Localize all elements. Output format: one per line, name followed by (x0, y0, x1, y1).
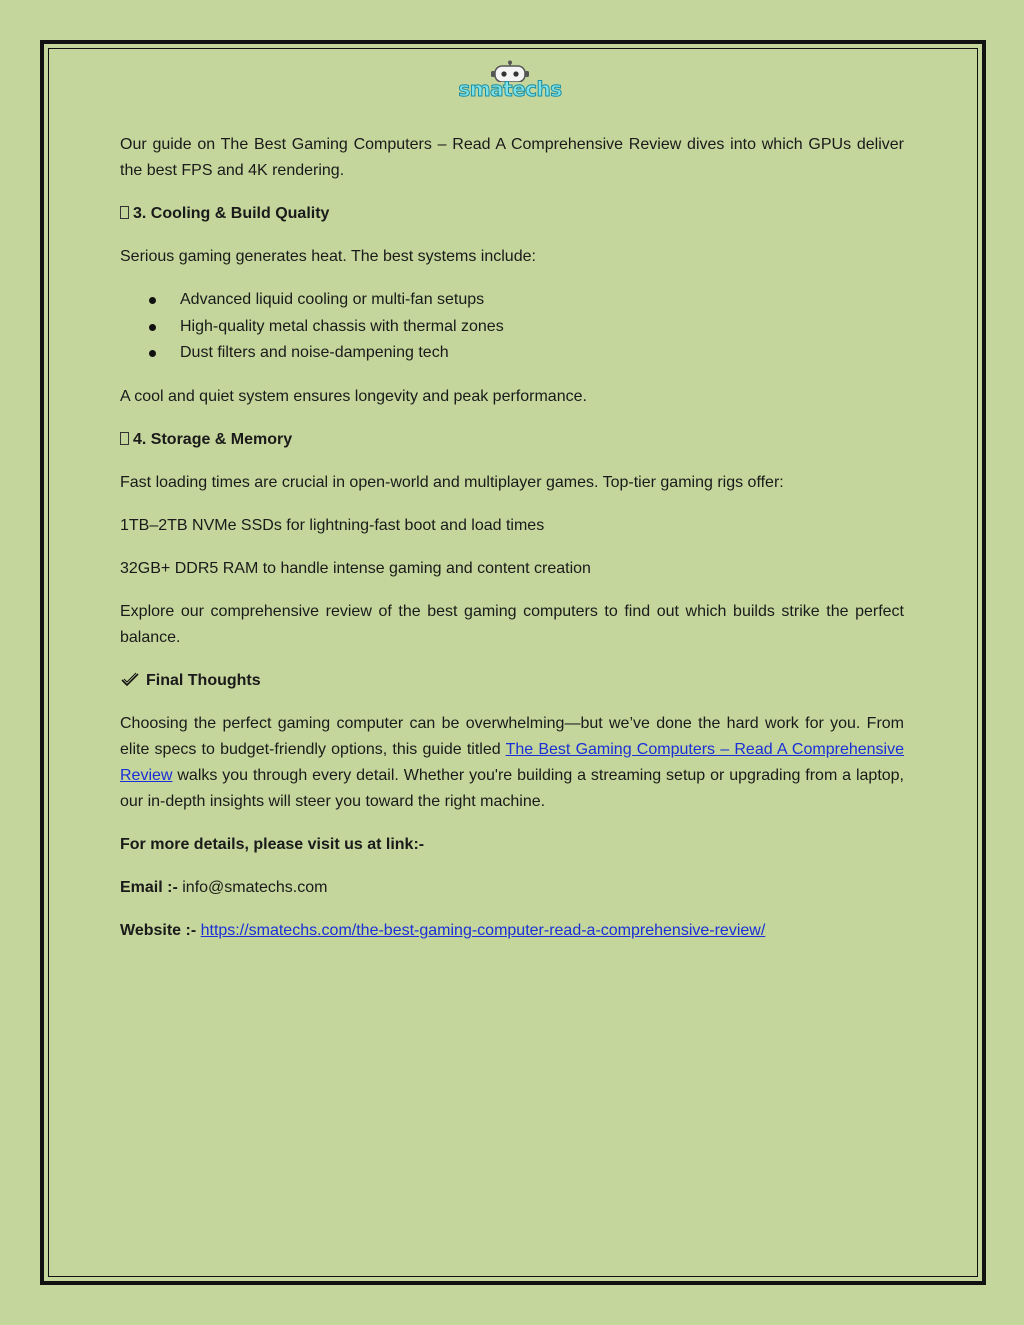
section-4-outro: Explore our comprehensive review of the best gaming computers to find out which builds strike the perfect balance. (120, 602, 904, 646)
section-3-intro: Serious gaming generates heat. The best systems include: (120, 248, 536, 265)
section-4-heading-text: 4. Storage & Memory (133, 430, 293, 448)
list-item: Advanced liquid cooling or multi-fan setups (120, 287, 904, 314)
email-label: Email :- (120, 878, 178, 896)
website-link[interactable]: https://smatechs.com/the-best-gaming-computer-read-a-comprehensive-review/ (200, 921, 766, 939)
website-label: Website :- (120, 921, 197, 939)
bullet-icon (149, 350, 156, 357)
list-item: High-quality metal chassis with thermal zones (120, 314, 904, 341)
bullet-icon (149, 324, 156, 331)
missing-glyph-icon (120, 432, 129, 445)
more-details-text: For more details, please visit us at link:- (120, 835, 425, 853)
list-item: Dust filters and noise-dampening tech (120, 340, 904, 367)
cooling-feature-list (120, 287, 904, 367)
email-line (120, 875, 904, 901)
memory-item: 32GB+ DDR5 RAM to handle intense gaming and content creation (120, 559, 591, 577)
check-mark-icon (120, 672, 140, 688)
final-thoughts-paragraph: Choosing the perfect gaming computer can be overwhelming—but we’ve done the hard work for you. From elite specs to budget-friendly options, this guide titled The Best Gaming Computers – Read A Comprehensive Review walks you through every detail. Whether you're building a streaming setup or upgrading from a laptop, our in-depth insights will steer you toward the right machine. (120, 714, 904, 810)
smatechs-logo (440, 60, 580, 106)
section-3-heading (120, 201, 904, 227)
section-4-intro: Fast loading times are crucial in open-world and multiplayer games. Top-tier gaming rigs offer: (120, 473, 784, 491)
final-thoughts-heading (120, 668, 904, 694)
missing-glyph-icon (120, 206, 129, 219)
final-thoughts-heading-text: Final Thoughts (146, 671, 261, 689)
logo-wordmark: smatechs (458, 77, 562, 101)
review-link[interactable]: The Best Gaming Computers – Read A Comprehensive Review (120, 740, 904, 784)
website-line (120, 918, 904, 944)
intro-paragraph: Our guide on The Best Gaming Computers – Read A Comprehensive Review dives into which GPUs deliver the best FPS and 4K rendering. (120, 136, 904, 179)
section-4-heading (120, 427, 904, 453)
bullet-icon (149, 297, 156, 304)
section-3-outro: A cool and quiet system ensures longevity and peak performance. (120, 387, 587, 405)
section-3-heading-text: 3. Cooling & Build Quality (133, 205, 330, 222)
document-body (120, 132, 904, 961)
email-value: info@smatechs.com (177, 878, 328, 896)
storage-item: 1TB–2TB NVMe SSDs for lightning-fast boot and load times (120, 516, 545, 534)
